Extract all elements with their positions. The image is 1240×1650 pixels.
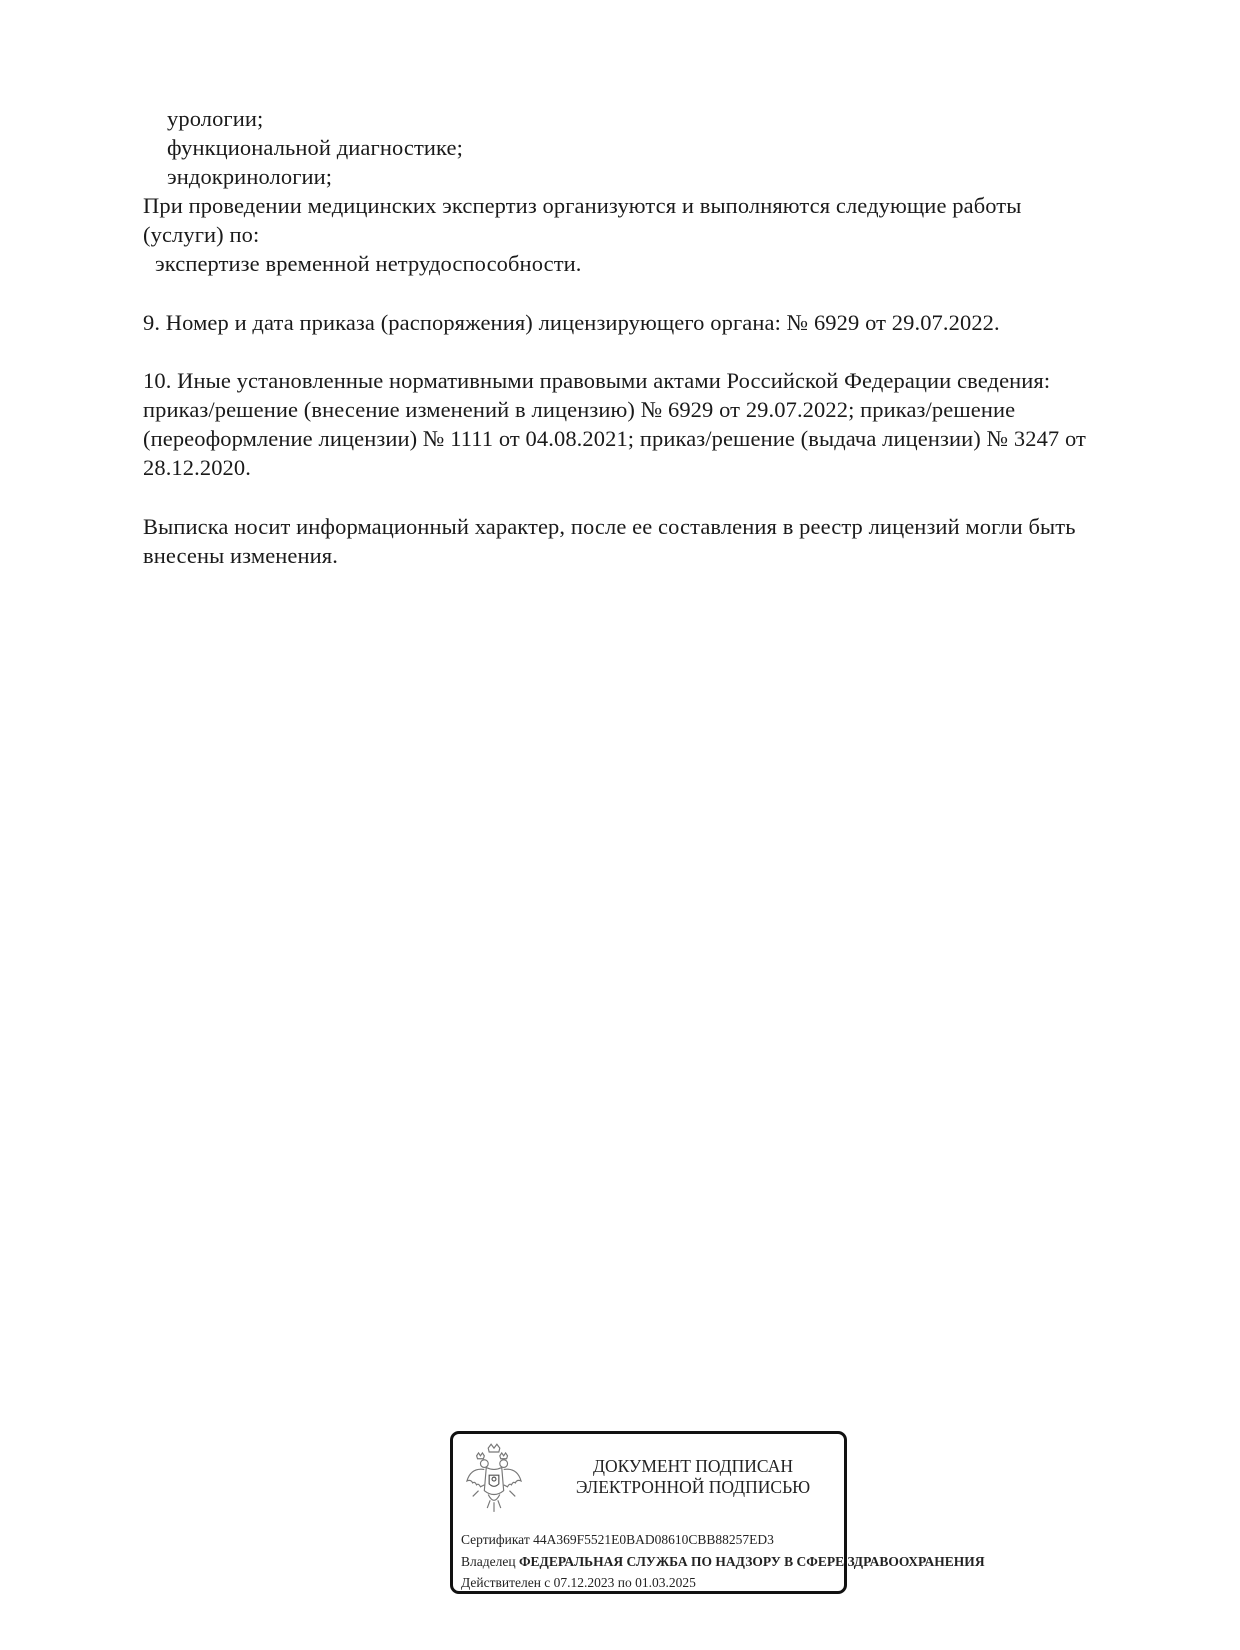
activity-item: урологии;	[167, 106, 264, 131]
electronic-signature-stamp	[450, 1431, 985, 1594]
expertise-intro-line: (услуги) по:	[143, 222, 260, 247]
validity-row: Действителен с 07.12.2023 по 01.03.2025	[461, 1575, 696, 1590]
section-10-line: (переоформление лицензии) № 1111 от 04.08.2021; приказ/решение (выдача лицензии) № 3247 от	[143, 426, 1086, 451]
certificate-label: Сертификат	[461, 1532, 530, 1547]
section-10-line: 28.12.2020.	[143, 455, 251, 480]
owner-row	[461, 1554, 985, 1570]
section-10-line: 10. Иные установленные нормативными правовыми актами Российской Федерации сведения:	[143, 368, 1051, 393]
activity-item: функциональной диагностике;	[167, 135, 463, 160]
owner-value: ФЕДЕРАЛЬНАЯ СЛУЖБА ПО НАДЗОРУ В СФЕРЕ ЗДРАВООХРАНЕНИЯ	[518, 1554, 985, 1569]
info-note-line: внесены изменения.	[143, 543, 338, 568]
info-note-line: Выписка носит информационный характер, после ее составления в реестр лицензий могли быть	[143, 514, 1076, 539]
stamp-title-line-1: ДОКУМЕНТ ПОДПИСАН	[593, 1456, 793, 1476]
russian-coat-of-arms-icon	[465, 1442, 523, 1520]
expertise-intro-line: При проведении медицинских экспертиз организуются и выполняются следующие работы	[143, 193, 1022, 218]
section-9: 9. Номер и дата приказа (распоряжения) лицензирующего органа: № 6929 от 29.07.2022.	[143, 310, 1000, 335]
owner-label: Владелец	[461, 1554, 516, 1569]
stamp-title-line-2: ЭЛЕКТРОННОЙ ПОДПИСЬЮ	[575, 1477, 811, 1497]
section-10-line: приказ/решение (внесение изменений в лицензию) № 6929 от 29.07.2022; приказ/решение	[143, 397, 1016, 422]
certificate-value: 44A369F5521E0BAD08610CBB88257ED3	[533, 1532, 774, 1547]
expertise-item: экспертизе временной нетрудоспособности.	[155, 251, 582, 276]
certificate-row	[461, 1532, 774, 1548]
activity-item: эндокринологии;	[167, 164, 333, 189]
